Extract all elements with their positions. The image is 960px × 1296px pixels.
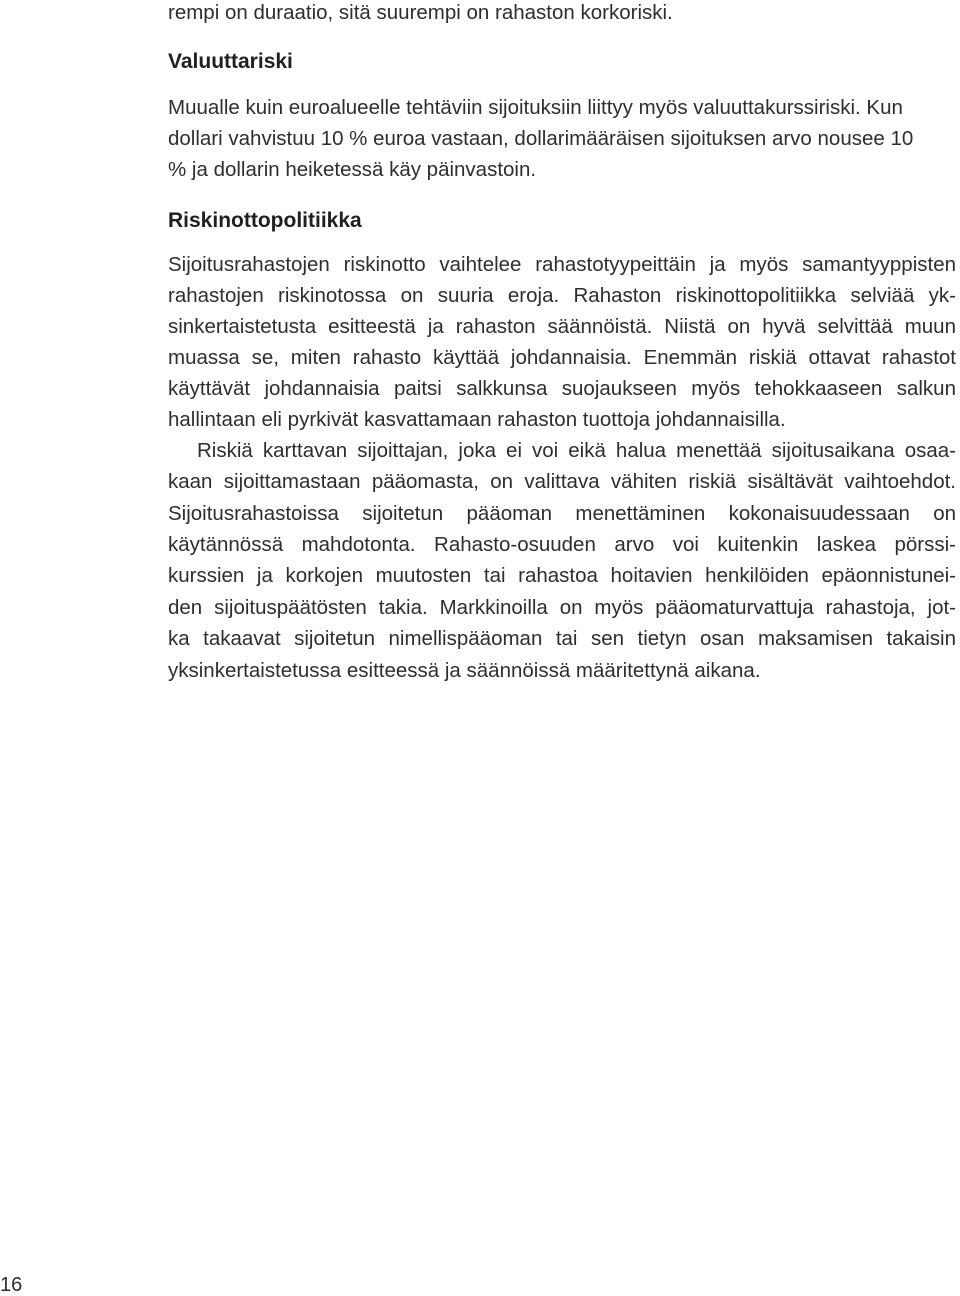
body-text-line: kaan sijoittamastaan pääomasta, on valittava vähiten riskiä sisältävät vaihtoehdot. xyxy=(168,470,956,493)
body-text-line: Muualle kuin euroalueelle tehtäviin sijoituksiin liittyy myös valuuttakurssiriski. Kun xyxy=(168,96,903,119)
page-number: 16 xyxy=(0,1274,23,1296)
body-text-line-indented: Riskiä karttavan sijoittajan, joka ei voi eikä halua menettää sijoitusaikana osaa- xyxy=(197,439,956,462)
body-text-line: Sijoitusrahastoissa sijoitetun pääoman menettäminen kokonaisuudessaan on xyxy=(168,502,956,525)
body-text-line: hallintaan eli pyrkivät kasvattamaan rahaston tuottoja johdannaisilla. xyxy=(168,408,786,431)
body-text-line: rahastojen riskinotossa on suuria eroja. Rahaston riskinottopolitiikka selviää yk- xyxy=(168,284,956,307)
body-text-line: ka takaavat sijoitetun nimellispääoman tai sen tietyn osan maksamisen takaisin xyxy=(168,627,956,650)
body-text-line: käytännössä mahdotonta. Rahasto-osuuden arvo voi kuitenkin laskea pörssi- xyxy=(168,533,956,556)
body-text-line: sinkertaistetusta esitteestä ja rahaston säännöistä. Niistä on hyvä selvittää muun xyxy=(168,315,956,338)
section-heading-riskinottopolitiikka: Riskinottopolitiikka xyxy=(168,209,362,232)
body-text-line: yksinkertaistetussa esitteessä ja säännöissä määritettynä aikana. xyxy=(168,659,761,682)
body-text-line: muassa se, miten rahasto käyttää johdannaisia. Enemmän riskiä ottavat rahastot xyxy=(168,346,956,369)
body-text-line: dollari vahvistuu 10 % euroa vastaan, dollarimääräisen sijoituksen arvo nousee 10 xyxy=(168,127,914,150)
body-text-line: % ja dollarin heiketessä käy päinvastoin. xyxy=(168,158,537,181)
body-text-line: Sijoitusrahastojen riskinotto vaihtelee rahastotyypeittäin ja myös samantyyppisten xyxy=(168,253,956,276)
body-text-line: kurssien ja korkojen muutosten tai rahastoa hoitavien henkilöiden epäonnistunei- xyxy=(168,564,956,587)
section-heading-valuuttariski: Valuuttariski xyxy=(168,50,293,73)
body-text-line: rempi on duraatio, sitä suurempi on rahaston korkoriski. xyxy=(168,1,673,24)
body-text-line: käyttävät johdannaisia paitsi salkkunsa suojaukseen myös tehokkaaseen salkun xyxy=(168,377,956,400)
body-text-line: den sijoituspäätösten takia. Markkinoilla on myös pääomaturvattuja rahastoja, jot- xyxy=(168,596,956,619)
